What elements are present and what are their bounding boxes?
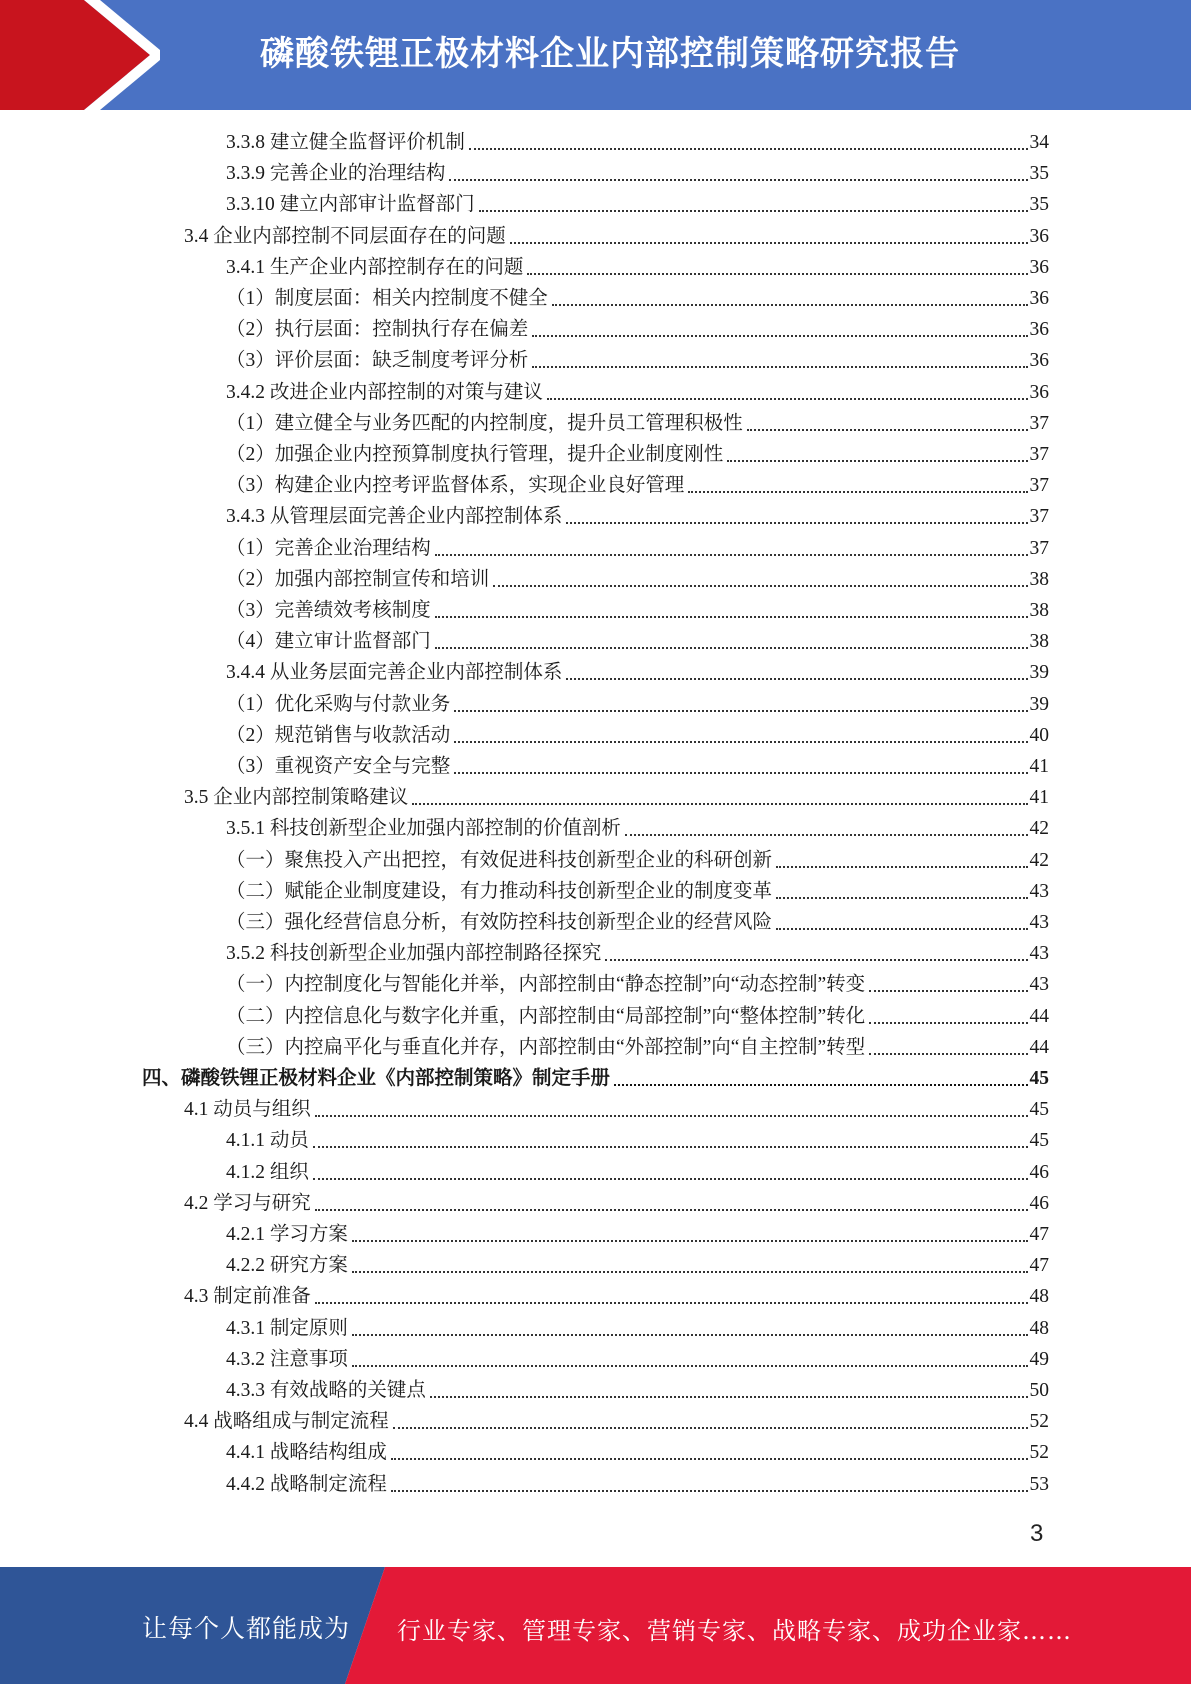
toc-dot-leader bbox=[315, 1302, 1028, 1304]
toc-entry[interactable] bbox=[226, 1219, 1049, 1250]
toc-dot-leader bbox=[614, 1084, 1027, 1086]
toc-dot-leader bbox=[430, 1396, 1028, 1398]
toc-dot-leader bbox=[552, 304, 1028, 306]
toc-entry-label: （一）内控制度化与智能化并举，内部控制由“静态控制”向“动态控制”转变 bbox=[226, 974, 866, 996]
toc-entry[interactable] bbox=[226, 689, 1049, 720]
toc-dot-leader bbox=[391, 1458, 1028, 1460]
toc-entry-label: （2）加强企业内控预算制度执行管理，提升企业制度刚性 bbox=[226, 444, 724, 465]
toc-entry-page: 37 bbox=[1029, 537, 1049, 559]
toc-dot-leader bbox=[352, 1240, 1028, 1242]
toc-dot-leader bbox=[313, 1178, 1028, 1180]
toc-dot-leader bbox=[352, 1334, 1028, 1336]
toc-entry-page: 37 bbox=[1029, 444, 1049, 465]
toc-dot-leader bbox=[315, 1209, 1028, 1211]
toc-entry[interactable] bbox=[226, 283, 1049, 314]
toc-entry[interactable] bbox=[226, 470, 1049, 501]
toc-dot-leader bbox=[566, 678, 1027, 680]
toc-entry-label: （二）赋能企业制度建设，有力推动科技创新型企业的制度变革 bbox=[226, 880, 773, 902]
toc-dot-leader bbox=[776, 928, 1027, 930]
toc-entry[interactable] bbox=[226, 408, 1049, 439]
toc-entry-label: 4.4 战略组成与制定流程 bbox=[184, 1411, 389, 1433]
toc-entry[interactable] bbox=[184, 1094, 1049, 1125]
toc-dot-leader bbox=[479, 210, 1028, 212]
toc-dot-leader bbox=[532, 335, 1027, 337]
toc-entry-label: 4.4.1 战略结构组成 bbox=[226, 1442, 387, 1464]
toc-entry-page: 36 bbox=[1029, 350, 1049, 372]
toc-entry-label: 4.1.1 动员 bbox=[226, 1130, 309, 1152]
toc-dot-leader bbox=[412, 803, 1027, 805]
toc-dot-leader bbox=[532, 366, 1027, 368]
toc-entry-label: 4.2 学习与研究 bbox=[184, 1192, 311, 1214]
toc-entry-page: 42 bbox=[1029, 818, 1049, 840]
toc-entry[interactable] bbox=[226, 813, 1049, 844]
toc-entry-page: 35 bbox=[1029, 163, 1049, 185]
toc-dot-leader bbox=[776, 897, 1027, 899]
toc-entry-label: （2）规范销售与收款活动 bbox=[226, 724, 451, 746]
toc-entry-page: 40 bbox=[1029, 724, 1049, 746]
toc-dot-leader bbox=[435, 647, 1028, 649]
toc-entry-label: （1）完善企业治理结构 bbox=[226, 537, 431, 559]
toc-entry[interactable] bbox=[226, 876, 1049, 907]
footer-slogan-right: 行业专家、管理专家、营销专家、战略专家、成功企业家…… bbox=[397, 1617, 1072, 1645]
toc-entry-page: 43 bbox=[1029, 912, 1049, 933]
toc-entry-label: 四、磷酸铁锂正极材料企业《内部控制策略》制定手册 bbox=[142, 1068, 611, 1089]
toc-dot-leader bbox=[605, 959, 1027, 961]
report-title: 磷酸铁锂正极材料企业内部控制策略研究报告 bbox=[260, 34, 960, 74]
toc-dot-leader bbox=[869, 990, 1027, 992]
toc-entry-label: （3）构建企业内控考评监督体系，实现企业良好管理 bbox=[226, 475, 685, 497]
toc-entry-page: 36 bbox=[1029, 319, 1049, 341]
toc-entry-label: 4.4.2 战略制定流程 bbox=[226, 1473, 387, 1495]
toc-entry[interactable] bbox=[226, 314, 1049, 345]
toc-entry-page: 48 bbox=[1029, 1317, 1049, 1339]
toc-entry-label: （2）加强内部控制宣传和培训 bbox=[226, 568, 490, 590]
toc-entry[interactable] bbox=[226, 158, 1049, 189]
toc-entry-page: 37 bbox=[1029, 475, 1049, 497]
toc-entry-page: 50 bbox=[1029, 1380, 1049, 1401]
toc-entry-label: （1）优化采购与付款业务 bbox=[226, 693, 451, 715]
toc-entry-page: 36 bbox=[1029, 288, 1049, 309]
toc-entry-label: 3.3.10 建立内部审计监督部门 bbox=[226, 194, 475, 216]
toc-entry-label: （1）制度层面：相关内控制度不健全 bbox=[226, 288, 548, 309]
toc-entry[interactable] bbox=[226, 439, 1049, 470]
toc-entry[interactable] bbox=[184, 1281, 1049, 1312]
toc-entry[interactable] bbox=[226, 938, 1049, 969]
toc-entry-page: 46 bbox=[1029, 1192, 1049, 1214]
toc-entry-label: （一）聚焦投入产出把控，有效促进科技创新型企业的科研创新 bbox=[226, 849, 773, 871]
toc-entry-label: （3）完善绩效考核制度 bbox=[226, 600, 431, 621]
toc-entry-page: 37 bbox=[1029, 506, 1049, 528]
toc-entry-label: 4.2.1 学习方案 bbox=[226, 1224, 348, 1245]
toc-entry-label: （3）重视资产安全与完整 bbox=[226, 756, 451, 777]
toc-entry-page: 36 bbox=[1029, 256, 1049, 278]
toc-entry[interactable] bbox=[226, 252, 1049, 283]
toc-dot-leader bbox=[625, 834, 1028, 836]
toc-dot-leader bbox=[688, 491, 1027, 493]
toc-entry[interactable] bbox=[226, 1250, 1049, 1281]
toc-entry-label: 3.4 企业内部控制不同层面存在的问题 bbox=[184, 225, 506, 247]
toc-dot-leader bbox=[510, 242, 1028, 244]
toc-entry-page: 44 bbox=[1029, 1036, 1049, 1058]
toc-entry-page: 43 bbox=[1029, 974, 1049, 996]
toc-dot-leader bbox=[435, 554, 1028, 556]
toc-dot-leader bbox=[527, 273, 1027, 275]
toc-entry-page: 49 bbox=[1029, 1348, 1049, 1370]
toc-entry[interactable] bbox=[226, 1032, 1049, 1063]
toc-entry[interactable] bbox=[226, 751, 1049, 782]
toc-entry-label: 4.1 动员与组织 bbox=[184, 1099, 311, 1121]
toc-entry[interactable] bbox=[226, 907, 1049, 938]
toc-entry[interactable] bbox=[226, 1375, 1049, 1406]
footer-slogan-left: 让每个人都能成为 bbox=[142, 1614, 351, 1643]
toc-dot-leader bbox=[566, 522, 1027, 524]
toc-entry-page: 52 bbox=[1029, 1442, 1049, 1464]
toc-entry-page: 43 bbox=[1029, 880, 1049, 902]
header-banner bbox=[0, 0, 1191, 110]
toc-entry[interactable] bbox=[184, 1188, 1049, 1219]
toc-entry[interactable] bbox=[226, 845, 1049, 876]
toc-entry[interactable] bbox=[226, 1313, 1049, 1344]
toc-entry[interactable] bbox=[184, 782, 1049, 813]
toc-entry-page: 34 bbox=[1029, 132, 1049, 153]
red-arrow-decoration bbox=[0, 0, 160, 110]
toc-entry-page: 38 bbox=[1029, 600, 1049, 621]
toc-entry-page: 41 bbox=[1029, 756, 1049, 777]
toc-entry[interactable] bbox=[184, 221, 1049, 252]
toc-entry[interactable] bbox=[226, 720, 1049, 751]
toc-entry-label: （2）执行层面：控制执行存在偏差 bbox=[226, 319, 529, 341]
toc-dot-leader bbox=[449, 179, 1027, 181]
toc-entry-label: 4.3 制定前准备 bbox=[184, 1286, 311, 1308]
toc-entry[interactable] bbox=[226, 377, 1049, 408]
toc-entry-page: 45 bbox=[1029, 1068, 1049, 1089]
toc-entry-page: 47 bbox=[1029, 1224, 1049, 1245]
toc-entry[interactable] bbox=[226, 533, 1049, 564]
toc-entry-label: 3.5.2 科技创新型企业加强内部控制路径探究 bbox=[226, 943, 602, 965]
toc-dot-leader bbox=[391, 1490, 1028, 1492]
toc-entry[interactable] bbox=[184, 1406, 1049, 1437]
toc-entry-page: 36 bbox=[1029, 381, 1049, 403]
toc-entry-label: （4）建立审计监督部门 bbox=[226, 631, 431, 653]
toc-entry[interactable] bbox=[226, 564, 1049, 595]
toc-entry-label: 3.5.1 科技创新型企业加强内部控制的价值剖析 bbox=[226, 818, 621, 840]
toc-entry-label: 3.4.3 从管理层面完善企业内部控制体系 bbox=[226, 506, 563, 528]
toc-entry-page: 44 bbox=[1029, 1005, 1049, 1027]
toc-dot-leader bbox=[393, 1427, 1028, 1429]
toc-dot-leader bbox=[747, 429, 1028, 431]
toc-entry-label: 4.3.3 有效战略的关键点 bbox=[226, 1380, 426, 1401]
toc-entry[interactable] bbox=[226, 127, 1049, 158]
toc-entry-label: （三）内控扁平化与垂直化并存，内部控制由“外部控制”向“自主控制”转型 bbox=[226, 1036, 866, 1058]
toc-dot-leader bbox=[727, 460, 1027, 462]
toc-entry-label: 4.2.2 研究方案 bbox=[226, 1255, 348, 1277]
footer-banner bbox=[0, 1567, 1191, 1684]
toc-entry-page: 45 bbox=[1029, 1099, 1049, 1121]
toc-entry-page: 53 bbox=[1029, 1473, 1049, 1495]
toc-entry-page: 46 bbox=[1029, 1161, 1049, 1183]
toc-entry-label: 3.5 企业内部控制策略建议 bbox=[184, 787, 409, 809]
toc-entry[interactable] bbox=[226, 1001, 1049, 1032]
toc-entry-page: 45 bbox=[1029, 1130, 1049, 1152]
toc-dot-leader bbox=[454, 772, 1027, 774]
toc-entry[interactable] bbox=[226, 1437, 1049, 1468]
toc-entry[interactable] bbox=[142, 1063, 1049, 1094]
toc-entry-label: 4.3.2 注意事项 bbox=[226, 1348, 348, 1370]
toc-entry[interactable] bbox=[226, 1344, 1049, 1375]
toc-entry-label: 3.4.2 改进企业内部控制的对策与建议 bbox=[226, 381, 543, 403]
toc-dot-leader bbox=[435, 616, 1028, 618]
toc-entry-label: （1）建立健全与业务匹配的内控制度，提升员工管理积极性 bbox=[226, 412, 743, 434]
toc-entry-page: 47 bbox=[1029, 1255, 1049, 1277]
toc-entry[interactable] bbox=[226, 501, 1049, 532]
toc-entry-page: 38 bbox=[1029, 631, 1049, 653]
toc-entry-page: 41 bbox=[1029, 787, 1049, 809]
toc-dot-leader bbox=[869, 1022, 1027, 1024]
toc-entry-page: 48 bbox=[1029, 1286, 1049, 1308]
toc-entry-page: 37 bbox=[1029, 412, 1049, 434]
toc-dot-leader bbox=[315, 1115, 1028, 1117]
toc-entry[interactable] bbox=[226, 1469, 1049, 1500]
toc-dot-leader bbox=[547, 398, 1028, 400]
toc-entry-page: 36 bbox=[1029, 225, 1049, 247]
toc-entry-page: 35 bbox=[1029, 194, 1049, 216]
toc-entry-page: 42 bbox=[1029, 849, 1049, 871]
toc-dot-leader bbox=[869, 1053, 1027, 1055]
toc-entry[interactable] bbox=[226, 189, 1049, 220]
toc-entry[interactable] bbox=[226, 626, 1049, 657]
toc-dot-leader bbox=[493, 585, 1027, 587]
toc-entry-label: 3.4.1 生产企业内部控制存在的问题 bbox=[226, 256, 524, 278]
toc-entry-label: （3）评价层面：缺乏制度考评分析 bbox=[226, 350, 529, 372]
toc-dot-leader bbox=[352, 1365, 1028, 1367]
toc-dot-leader bbox=[454, 710, 1027, 712]
toc-dot-leader bbox=[352, 1271, 1028, 1273]
toc-entry-label: 3.3.8 建立健全监督评价机制 bbox=[226, 132, 465, 153]
toc-entry-page: 39 bbox=[1029, 693, 1049, 715]
toc-entry-label: 3.4.4 从业务层面完善企业内部控制体系 bbox=[226, 662, 563, 684]
toc-dot-leader bbox=[313, 1146, 1028, 1148]
toc-dot-leader bbox=[469, 148, 1028, 150]
toc-dot-leader bbox=[454, 741, 1027, 743]
toc-entry-label: 3.3.9 完善企业的治理结构 bbox=[226, 163, 446, 185]
toc-entry-label: （二）内控信息化与数字化并重，内部控制由“局部控制”向“整体控制”转化 bbox=[226, 1005, 866, 1027]
toc-entry-page: 52 bbox=[1029, 1411, 1049, 1433]
toc-entry[interactable] bbox=[226, 657, 1049, 688]
toc-entry-page: 43 bbox=[1029, 943, 1049, 965]
toc-entry-label: 4.3.1 制定原则 bbox=[226, 1317, 348, 1339]
page-number: 3 bbox=[1030, 1520, 1044, 1547]
toc-entry[interactable] bbox=[226, 1157, 1049, 1188]
toc-entry-page: 38 bbox=[1029, 568, 1049, 590]
toc-entry-label: 4.1.2 组织 bbox=[226, 1161, 309, 1183]
toc-entry[interactable] bbox=[226, 969, 1049, 1000]
toc-entry-page: 39 bbox=[1029, 662, 1049, 684]
toc-entry[interactable] bbox=[226, 345, 1049, 376]
toc-entry-label: （三）强化经营信息分析，有效防控科技创新型企业的经营风险 bbox=[226, 912, 773, 933]
toc-entry[interactable] bbox=[226, 1125, 1049, 1156]
toc-dot-leader bbox=[776, 866, 1027, 868]
toc-entry[interactable] bbox=[226, 595, 1049, 626]
